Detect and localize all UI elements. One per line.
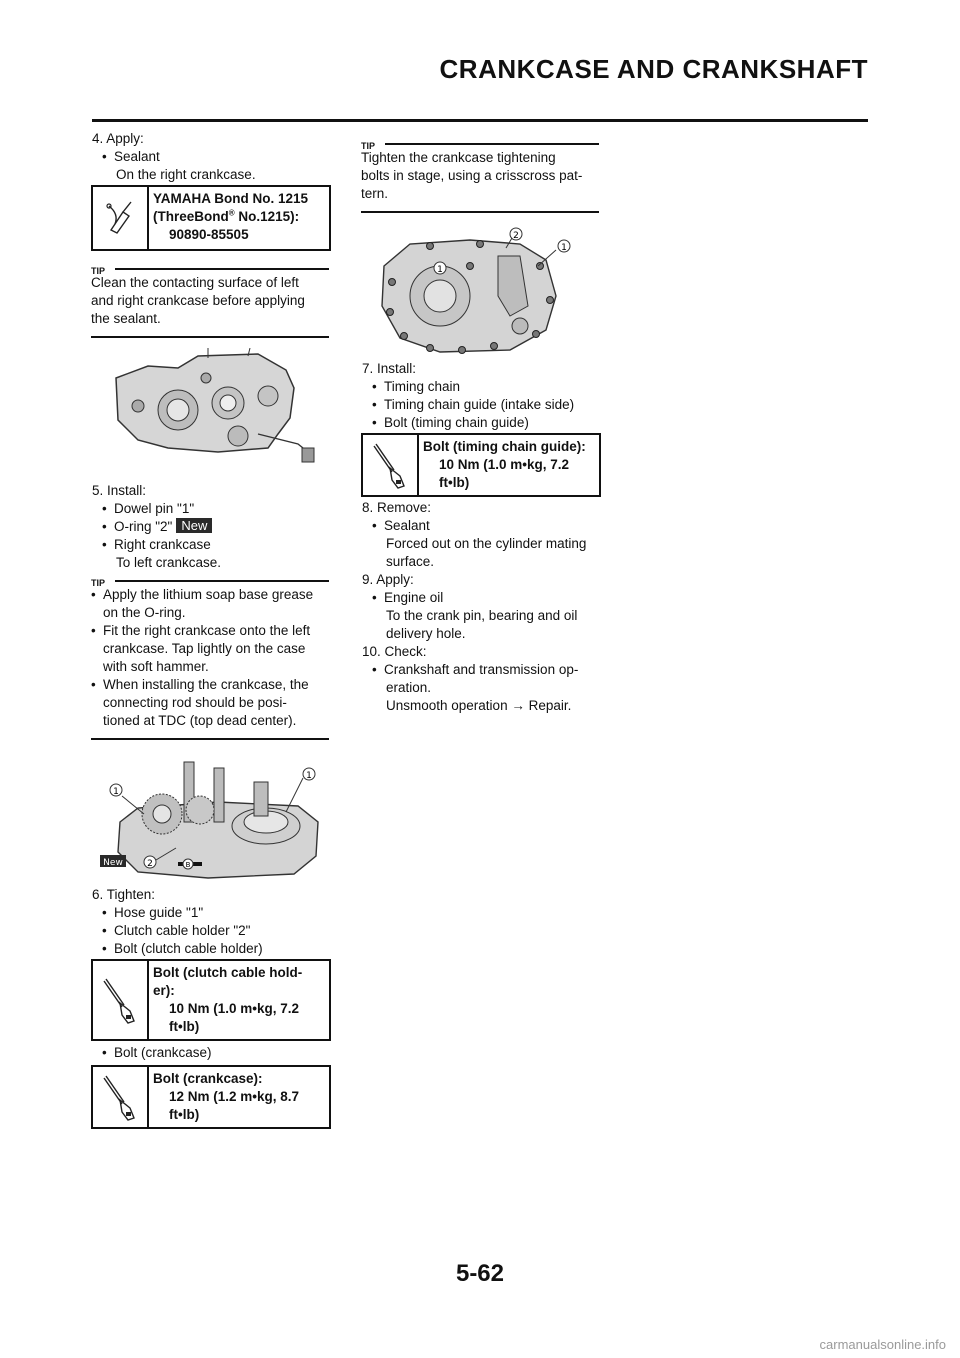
clutch-holder-torque-box <box>91 959 331 1041</box>
step-7-bullet-timing-chain: • Timing chain <box>362 378 600 396</box>
torque-value-cont: ft•lb) <box>169 1019 200 1034</box>
step-4 <box>92 130 330 184</box>
step-10-note: Unsmooth operation → Repair. <box>386 698 572 713</box>
step-8-note-cont: surface. <box>386 554 435 569</box>
page-number: 5-62 <box>455 1260 505 1287</box>
timing-guide-torque-text <box>419 435 590 495</box>
step-6-bullet-hose-guide: • Hose guide "1" <box>92 904 330 922</box>
torque-value: 12 Nm (1.2 m•kg, 8.7 <box>169 1089 300 1104</box>
tip-2 <box>91 574 329 740</box>
clutch-holder-torque-text <box>149 961 306 1039</box>
step-10-bullet: • Crankshaft and transmission op- <box>362 661 600 679</box>
tip-2-header: TIP <box>91 574 329 586</box>
new-badge-photo: New <box>103 858 123 868</box>
step-6-heading: 6. Tighten: <box>92 887 156 902</box>
tip-1-line: the sealant. <box>91 311 161 326</box>
step-10-bullet-cont: eration. <box>386 680 432 695</box>
step-9-heading: 9. Apply: <box>362 572 414 587</box>
sealant-spec-text <box>149 187 312 249</box>
spec-line: Bolt (clutch cable hold- <box>153 965 303 980</box>
tip-1-end-rule <box>91 336 329 338</box>
callout-1: 1 <box>113 787 119 797</box>
callout-1: 1 <box>561 243 567 253</box>
step-4-heading: 4. Apply: <box>92 131 144 146</box>
step-7 <box>362 360 600 432</box>
tip-3-line: Tighten the crankcase tightening <box>361 150 556 165</box>
tip-2-item: • Fit the right crankcase onto the left <box>91 622 329 640</box>
sealant-spec-box <box>91 185 331 251</box>
tip-3-line: tern. <box>361 186 389 201</box>
callout-1b: 1 <box>437 265 443 275</box>
crankcase-gears-photo <box>98 752 328 880</box>
step-9-note-cont: delivery hole. <box>386 626 466 641</box>
callout-1b: 1 <box>306 771 312 781</box>
torque-value-cont: ft•lb) <box>169 1107 200 1122</box>
tip-1-line: and right crankcase before applying <box>91 293 305 308</box>
callout-2: 2 <box>513 231 519 241</box>
tip-2-item-cont: on the O-ring. <box>103 605 186 620</box>
tip-1-header: TIP <box>91 262 329 274</box>
step-5-bullet-right-crankcase: • Right crankcase <box>92 536 330 554</box>
tip-1-line: Clean the contacting surface of left <box>91 275 299 290</box>
step-10-heading: 10. Check: <box>362 644 427 659</box>
grease-callout: B <box>185 861 191 869</box>
new-part-badge: New <box>176 518 212 533</box>
sealant-part-number: 90890-85505 <box>169 227 249 242</box>
step-6-bullet-clutch-holder: • Clutch cable holder "2" <box>92 922 330 940</box>
callout-2: 2 <box>147 859 153 869</box>
step-6 <box>92 886 330 958</box>
tip-1 <box>91 262 329 338</box>
step-5-heading: 5. Install: <box>92 483 147 498</box>
right-crankcase-bolts-photo <box>370 226 580 356</box>
step-5-bullet-dowel-pin: • Dowel pin "1" <box>92 500 330 518</box>
page-title: CRANKCASE AND CRANKSHAFT <box>439 54 868 84</box>
tip-2-item-cont: crankcase. Tap lightly on the case <box>103 641 306 656</box>
step-9-bullet: • Engine oil <box>362 589 600 607</box>
tip-2-end-rule <box>91 738 329 740</box>
spec-line: Bolt (crankcase): <box>153 1071 263 1086</box>
crankcase-bolt-torque-text <box>149 1067 303 1127</box>
bullet-bolt-crankcase-text: • Bolt (crankcase) <box>92 1044 330 1062</box>
step-6-bullet-bolt: • Bolt (clutch cable holder) <box>92 940 330 958</box>
arrow-icon: → <box>511 698 525 713</box>
step-7-bullet-bolt: • Bolt (timing chain guide) <box>362 414 600 432</box>
step-8-bullet: • Sealant <box>362 517 600 535</box>
header-rule <box>92 119 868 122</box>
step-4-bullet: • Sealant <box>92 148 330 166</box>
watermark: carmanualsonline.info <box>819 1337 946 1352</box>
left-crankcase-photo <box>108 348 322 466</box>
step-5-note: To left crankcase. <box>116 555 222 570</box>
tip-2-item: • Apply the lithium soap base grease <box>91 586 329 604</box>
torque-wrench-icon <box>363 435 419 495</box>
step-5-bullet-o-ring: • O-ring "2" New <box>92 518 330 536</box>
step-8-note: Forced out on the cylinder mating <box>386 536 587 551</box>
tip-3-line: bolts in stage, using a crisscross pat- <box>361 168 583 183</box>
bullet-bolt-crankcase <box>92 1044 330 1062</box>
crankcase-bolt-torque-box <box>91 1065 331 1129</box>
spec-line: er): <box>153 983 175 998</box>
sealant-spec-line2: (ThreeBond® No.1215): <box>153 208 300 224</box>
steps-8-10 <box>362 499 600 715</box>
tip-2-item: • When installing the crankcase, the <box>91 676 329 694</box>
tip-2-item-cont: tioned at TDC (top dead center). <box>103 713 297 728</box>
torque-value: 10 Nm (1.0 m•kg, 7.2 <box>439 457 570 472</box>
torque-wrench-icon <box>93 961 149 1039</box>
torque-value: 10 Nm (1.0 m•kg, 7.2 <box>169 1001 300 1016</box>
step-8-heading: 8. Remove: <box>362 500 432 515</box>
step-7-bullet-chain-guide: • Timing chain guide (intake side) <box>362 396 600 414</box>
tip-3-header: TIP <box>361 137 599 149</box>
step-7-heading: 7. Install: <box>362 361 417 376</box>
step-9-note: To the crank pin, bearing and oil <box>386 608 578 623</box>
timing-guide-torque-box <box>361 433 601 497</box>
sealant-tube-icon <box>93 187 149 249</box>
sealant-spec-line1: YAMAHA Bond No. 1215 <box>153 191 309 206</box>
torque-wrench-icon <box>93 1067 149 1127</box>
tip-3-end-rule <box>361 211 599 213</box>
spec-line: Bolt (timing chain guide): <box>423 439 586 454</box>
tip-2-item-cont: connecting rod should be posi- <box>103 695 287 710</box>
tip-2-item-cont: with soft hammer. <box>103 659 209 674</box>
torque-value-cont: ft•lb) <box>439 475 470 490</box>
step-4-note: On the right crankcase. <box>116 167 256 182</box>
tip-3 <box>361 137 599 213</box>
step-5 <box>92 482 330 572</box>
